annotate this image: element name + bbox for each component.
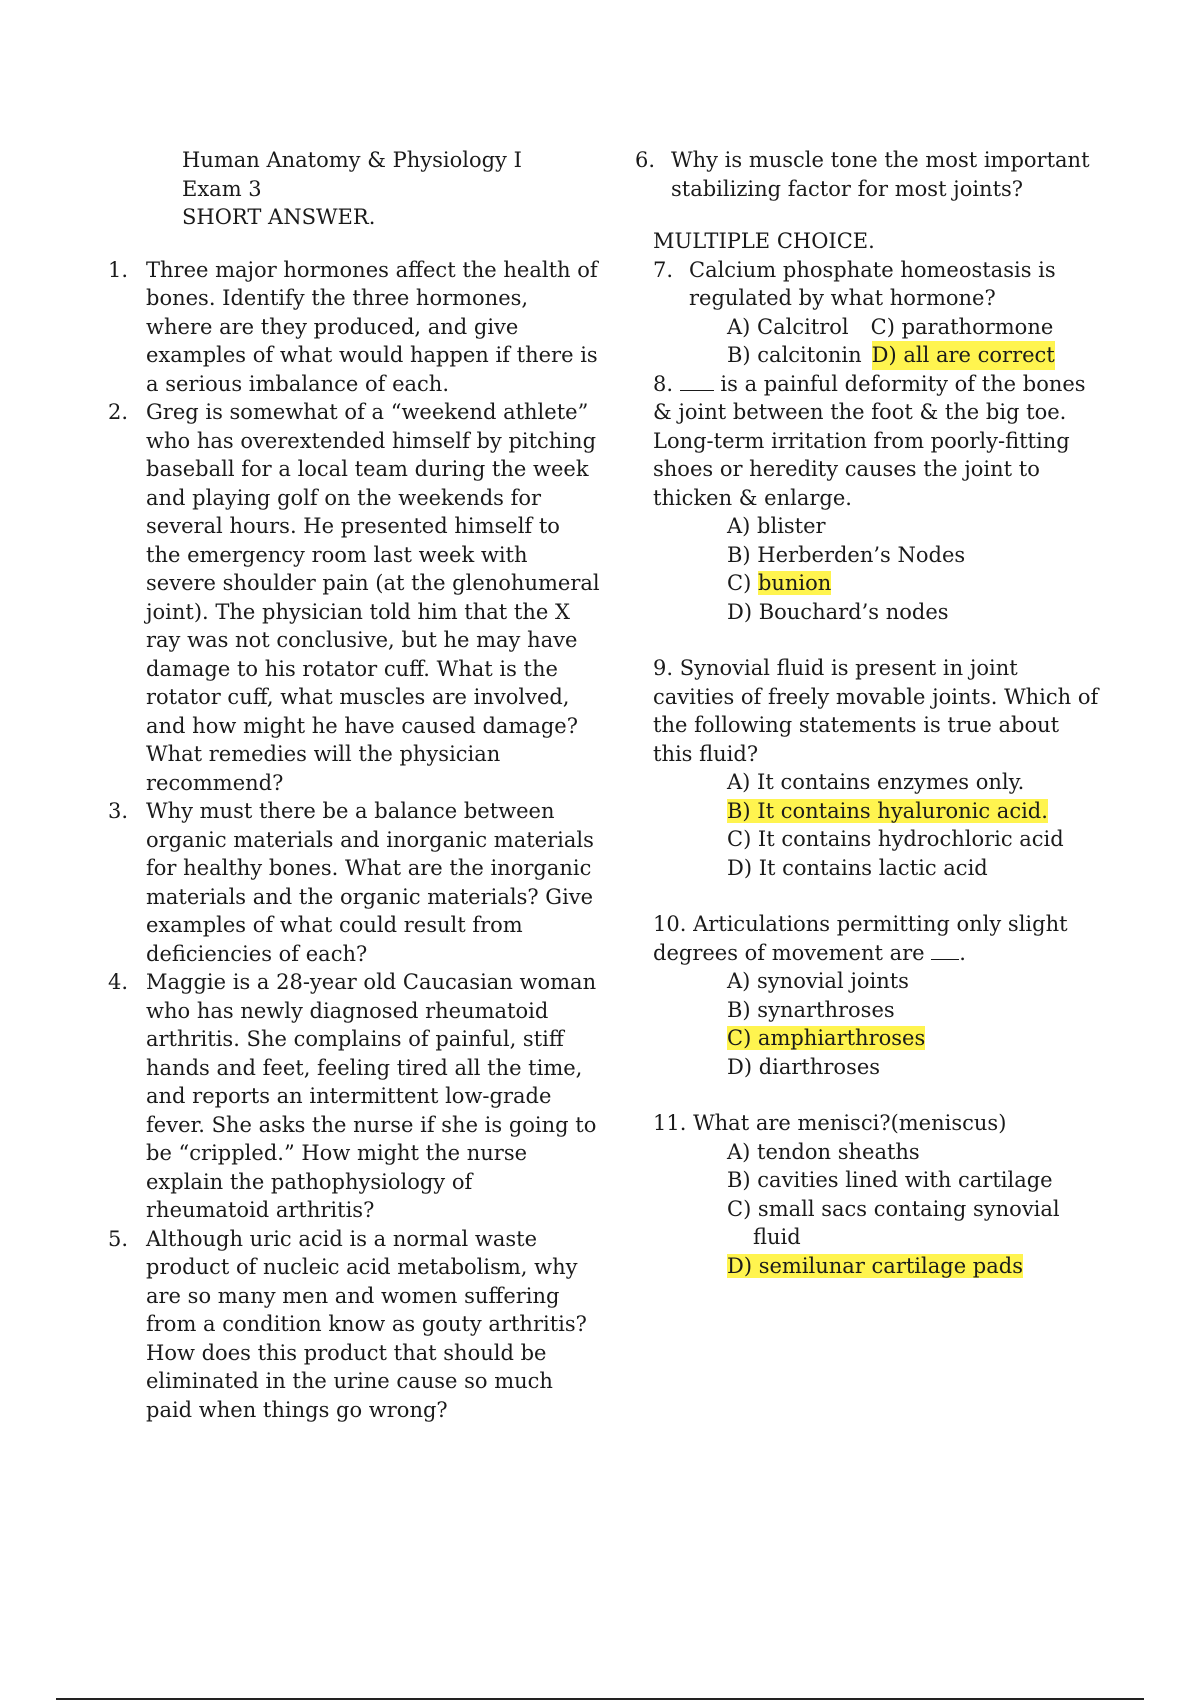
question-text: Greg is somewhat of a “weekend athlete” who has overextended himself by pitching baseball for a local team during the week and playing golf on the weekends for several hours. He presented himself to the emergency room last week with severe shoulder pain (at the glenohumeral joint). The physician told him that the X ray was not conclusive, but he may have damage to his rotator cuff. What is the rotator cuff, what muscles are involved, and how might he have caused damage? What remedies will the physician recommend? bbox=[146, 400, 600, 795]
fill-in-blank bbox=[931, 941, 959, 960]
question-number: 7. bbox=[653, 257, 674, 282]
option-row bbox=[727, 341, 1105, 370]
option-b: B) synarthroses bbox=[727, 997, 895, 1022]
question-number: 5. bbox=[108, 1226, 129, 1251]
option-a: A) It contains enzymes only. bbox=[727, 770, 1025, 794]
option-b: B) cavities lined with cartilage bbox=[727, 1168, 1053, 1192]
question-text: Maggie is a 28-year old Caucasian woman who has newly diagnosed rheumatoid arthritis. She complains of painful, stiff hands and feet, feeling tired all the time, and reports an intermittent low-grade fever. She asks the nurse if she is going to be “crippled.” How might the nurse explain the pathophysiology of rheumatoid arthritis? bbox=[146, 970, 597, 1222]
option-b-answer-highlight: B) It contains hyaluronic acid. bbox=[727, 798, 1048, 823]
option-d: D) diarthroses bbox=[727, 1054, 881, 1079]
mc-question-8 bbox=[653, 370, 1105, 513]
spacer bbox=[635, 882, 1105, 910]
section-heading-short-answer: SHORT ANSWER. bbox=[182, 205, 376, 229]
question-number: 8. bbox=[653, 371, 674, 396]
question-text: Why must there be a balance between organic materials and inorganic materials for healthy bones. What are the inorganic materials and the organic materials? Give examples of what could result from deficiencies of each? bbox=[146, 799, 594, 966]
option-c bbox=[727, 1195, 1105, 1252]
option-a: A) tendon sheaths bbox=[727, 1139, 920, 1164]
option-a: A) blister bbox=[727, 514, 826, 538]
option-b: B) calcitonin bbox=[727, 343, 862, 367]
question-number: 3. bbox=[108, 799, 129, 823]
option-d: D) It contains lactic acid bbox=[727, 855, 988, 880]
q8-options bbox=[727, 512, 1105, 626]
option-c bbox=[727, 569, 1105, 598]
option-d: D) Bouchard’s nodes bbox=[727, 599, 949, 624]
mc-question-9: 9. Synovial fluid is present in joint cavities of freely movable joints. Which of the following statements is true about this fluid? bbox=[653, 656, 1099, 766]
option-c bbox=[727, 1024, 1105, 1053]
question-text: Although uric acid is a normal waste product of nucleic acid metabolism, why are so many men and women suffering from a condition know as gouty arthritis? How does this product that should be eliminated in the urine cause so much paid when things go wrong? bbox=[146, 1226, 587, 1422]
short-answer-item-6 bbox=[635, 146, 1105, 203]
option-d-answer-highlight: D) semilunar cartilage pads bbox=[727, 1253, 1023, 1278]
question-text: 10. Articulations permitting only slight degrees of movement are bbox=[653, 912, 1068, 965]
question-number: 6. bbox=[635, 148, 656, 172]
option-c-text: C) small sacs containg synovial bbox=[727, 1196, 1060, 1221]
option-d-answer-highlight: D) all are correct bbox=[872, 341, 1055, 370]
option-row bbox=[727, 313, 1105, 342]
question-text: Calcium phosphate homeostasis is regulated by what hormone? bbox=[689, 257, 1056, 310]
question-text: is a painful deformity of the bones & joint between the foot & the big toe. Long-term irritation from poorly-fitting shoes or heredity causes the joint to thicken & enlarge. bbox=[653, 371, 1086, 510]
option-c: C) It contains hydrochloric acid bbox=[727, 827, 1064, 851]
option-c-answer-highlight: C) amphiarthroses bbox=[727, 1026, 926, 1050]
question-number: 2. bbox=[108, 400, 129, 424]
section-heading-multiple-choice: MULTIPLE CHOICE. bbox=[653, 229, 875, 253]
fill-in-blank bbox=[680, 372, 714, 391]
option-b bbox=[727, 797, 1105, 826]
option-c-continuation: fluid bbox=[753, 1225, 801, 1249]
spacer bbox=[635, 626, 1105, 654]
short-answer-item bbox=[100, 797, 600, 968]
mc-question-11: 11. What are menisci?(meniscus) bbox=[653, 1111, 1007, 1135]
exam-header bbox=[182, 146, 600, 232]
question-number: 4. bbox=[108, 970, 129, 994]
spacer bbox=[635, 1081, 1105, 1109]
right-column bbox=[635, 146, 1105, 1280]
course-title: Human Anatomy & Physiology I bbox=[182, 148, 522, 172]
q7-options bbox=[727, 313, 1105, 370]
mc-question-7 bbox=[635, 256, 1105, 313]
option-b: B) Herberden’s Nodes bbox=[727, 542, 966, 567]
option-a: A) synovial joints bbox=[727, 969, 909, 993]
option-c-letter: C) bbox=[727, 571, 758, 595]
option-d bbox=[727, 1252, 1105, 1281]
q10-options bbox=[727, 967, 1105, 1081]
question-number: 1. bbox=[108, 257, 129, 282]
q11-options bbox=[727, 1138, 1105, 1281]
short-answer-list bbox=[100, 256, 600, 1425]
question-text: Why is muscle tone the most important stabilizing factor for most joints? bbox=[671, 148, 1090, 201]
short-answer-item bbox=[100, 1225, 600, 1425]
short-answer-item bbox=[100, 398, 600, 797]
question-end: . bbox=[959, 940, 966, 965]
option-c-answer-highlight: bunion bbox=[757, 571, 832, 595]
q9-options bbox=[727, 768, 1105, 882]
short-answer-item bbox=[100, 256, 600, 399]
mc-question-10 bbox=[653, 910, 1105, 967]
short-answer-item bbox=[100, 968, 600, 1225]
exam-number: Exam 3 bbox=[182, 176, 262, 201]
left-column bbox=[100, 146, 600, 1424]
option-c: C) parathormone bbox=[870, 314, 1054, 339]
option-a: A) Calcitrol bbox=[727, 314, 849, 339]
question-text: Three major hormones affect the health of bones. Identify the three hormones, where are they produced, and give examples of what would happen if there is a serious imbalance of each. bbox=[146, 257, 598, 396]
